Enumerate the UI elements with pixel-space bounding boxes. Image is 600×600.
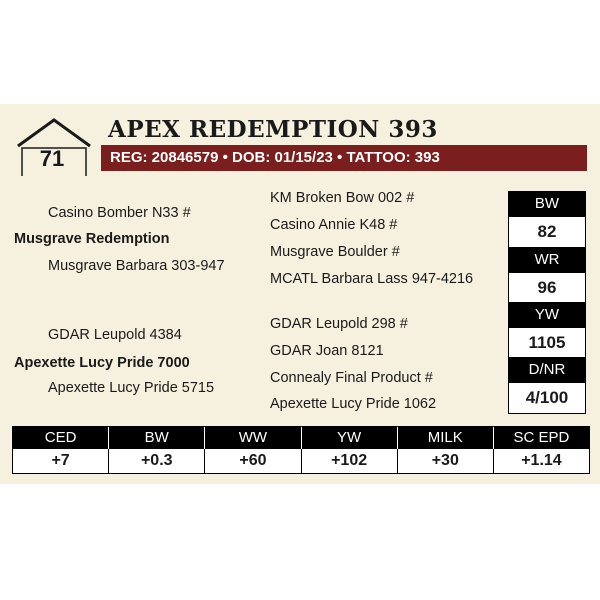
stat-bw [508,191,586,248]
epd-table [12,426,590,474]
pedigree-third-gen-item: Apexette Lucy Pride 1062 [270,396,437,412]
epd-header-ww: WW [205,427,301,449]
stat-dnr [508,357,586,414]
pedigree-dam: Apexette Lucy Pride 7000 [14,355,190,371]
epd-value-ced: +7 [13,449,109,473]
epd-header-ced: CED [13,427,109,449]
stat-label: WR [508,247,586,273]
stat-value: 1105 [508,328,586,359]
pedigree-dam-sire: GDAR Leupold 4384 [48,327,182,343]
stat-yw [508,302,586,359]
pedigree-third-gen-item: MCATL Barbara Lass 947-4216 [270,271,474,287]
epd-header-sc-epd: SC EPD [494,427,589,449]
pedigree-third-gen-item: Casino Annie K48 # [270,217,398,233]
stat-value: 96 [508,273,586,304]
stat-value: 82 [508,217,586,248]
epd-value-row [13,449,589,473]
stat-label: D/NR [508,357,586,383]
stat-label: BW [508,191,586,217]
pedigree-third-gen-item: GDAR Leupold 298 # [270,316,408,332]
pedigree-third-gen-item: GDAR Joan 8121 [270,343,384,359]
epd-value-bw: +0.3 [109,449,205,473]
epd-value-sc-epd: +1.14 [494,449,589,473]
pedigree-third-gen-item: Connealy Final Product # [270,370,433,386]
pedigree-sire-sire: Casino Bomber N33 # [48,205,191,221]
pedigree-dam-dam: Apexette Lucy Pride 5715 [48,380,215,396]
epd-value-milk: +30 [398,449,494,473]
epd-header-milk: MILK [398,427,494,449]
epd-header-row [13,427,589,449]
epd-value-yw: +102 [302,449,398,473]
pedigree-third-gen-item: KM Broken Bow 002 # [270,190,415,206]
stat-value: 4/100 [508,383,586,414]
stat-label: YW [508,302,586,328]
epd-header-yw: YW [302,427,398,449]
epd-value-ww: +60 [205,449,301,473]
stat-wr [508,247,586,304]
pedigree-sire: Musgrave Redemption [14,231,170,247]
pedigree-third-gen-item: Musgrave Boulder # [270,244,400,260]
pedigree-sire-dam: Musgrave Barbara 303-947 [48,258,225,274]
epd-header-bw: BW [109,427,205,449]
animal-name-title: APEX REDEMPTION 393 [108,116,438,143]
registration-bar: REG: 20846579 • DOB: 01/15/23 • TATTOO: 393 [101,145,587,171]
lot-number: 71 [39,146,65,171]
